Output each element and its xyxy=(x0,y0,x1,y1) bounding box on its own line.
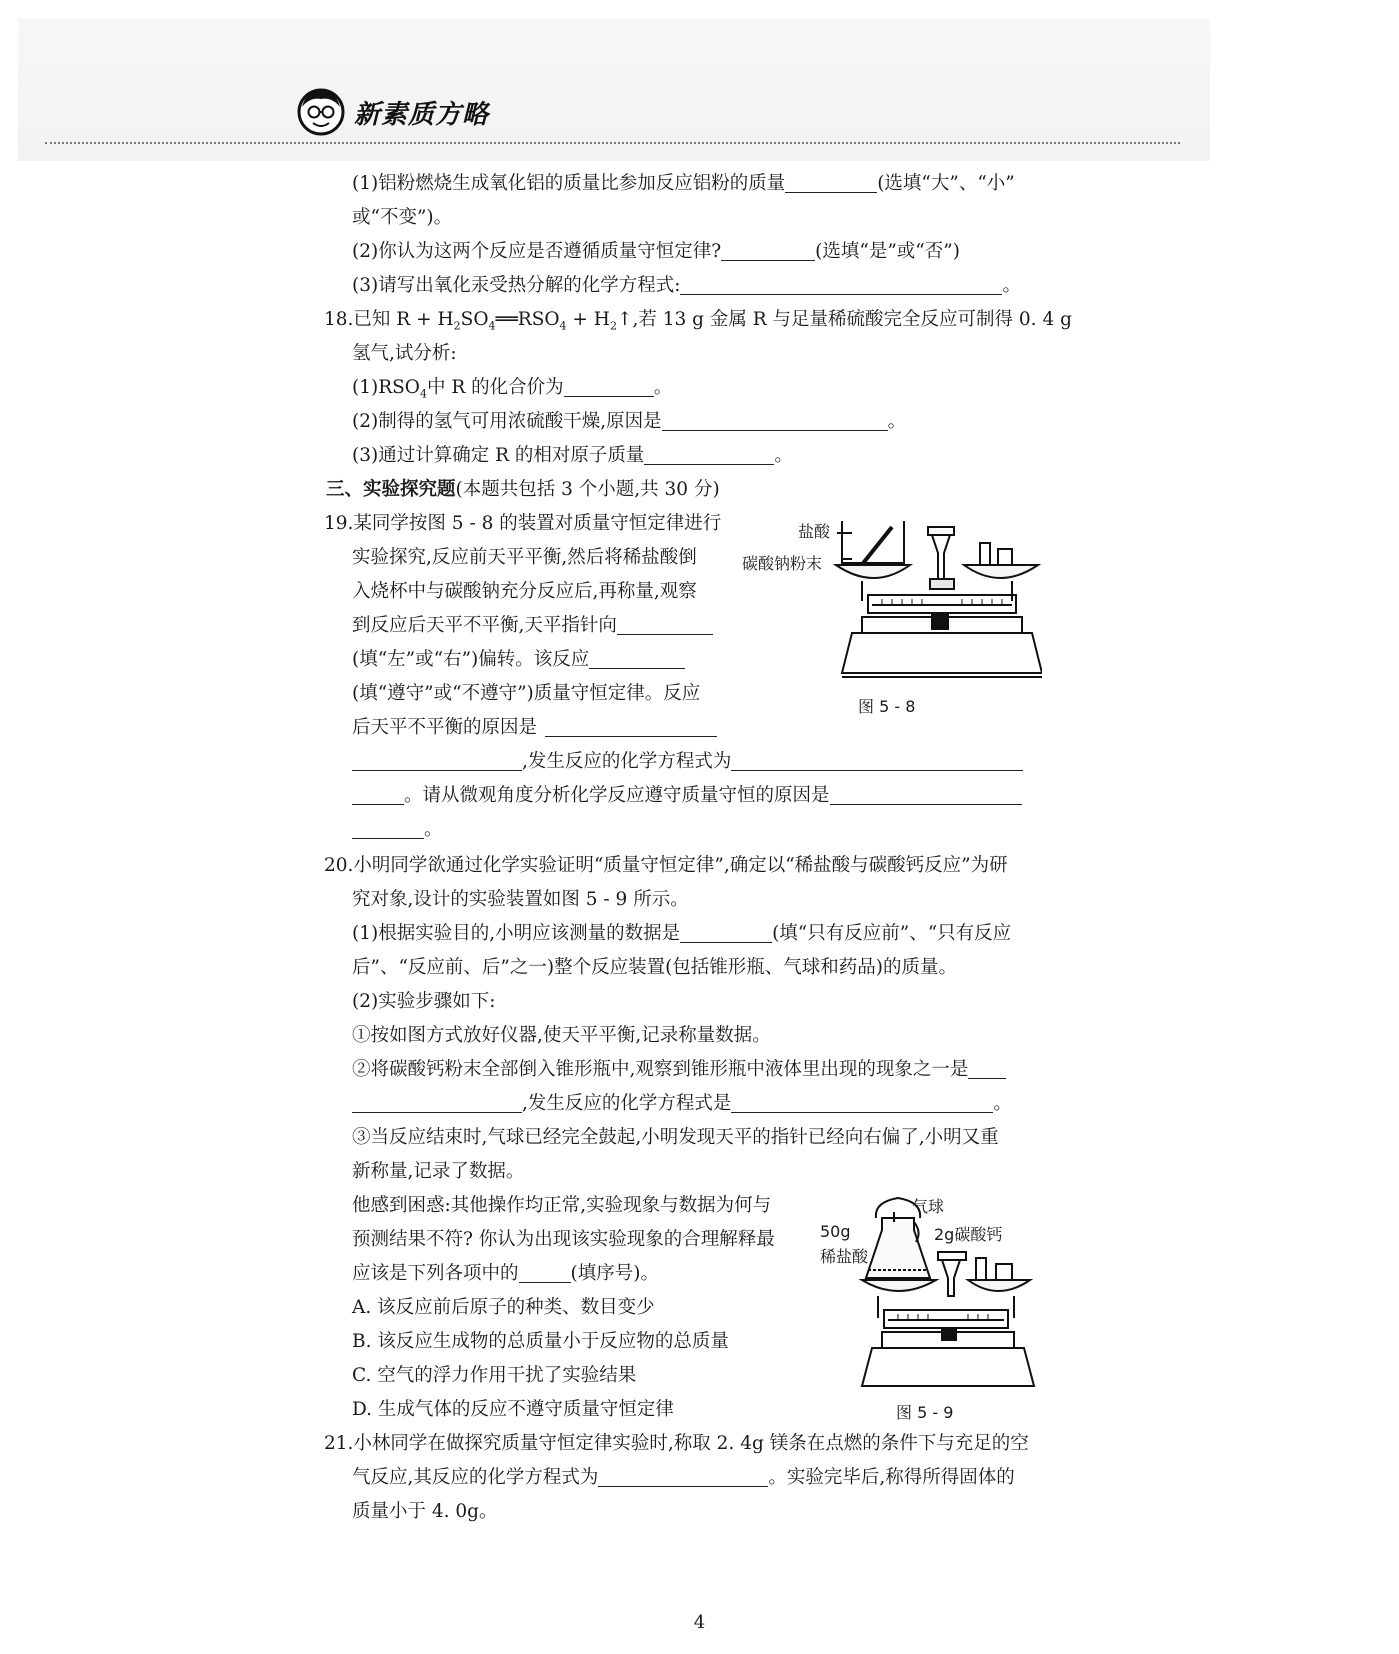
section-title: 三、实验探究题(本题共包括 3 个小题,共 30 分) xyxy=(326,479,720,500)
q20-option-a: A. 该反应前后原子的种类、数目变少 xyxy=(352,1297,655,1318)
q20-line8: ,发生反应的化学方程式是 。 xyxy=(352,1092,1012,1116)
brand-logo xyxy=(296,87,489,137)
q20-option-b: B. 该反应生成物的总质量小于反应物的总质量 xyxy=(352,1331,729,1352)
balance-diagram-5-9 xyxy=(818,1192,1040,1392)
q20-line12: 预测结果不符? 你认为出现该实验现象的合理解释最 xyxy=(352,1229,775,1250)
q20-line1: 20.小明同学欲通过化学实验证明“质量守恒定律”,确定以“稀盐酸与碳酸钙反应”为研 xyxy=(324,855,1008,876)
q20-line11: 他感到困惑:其他操作均正常,实验现象与数据为何与 xyxy=(352,1195,772,1216)
q19-line7: 后天平不平衡的原因是 xyxy=(352,716,717,740)
q20-line5: (2)实验步骤如下: xyxy=(352,991,496,1012)
q18-part1: $(1)RSO_4$中 R 的化合价为 。 xyxy=(352,377,673,401)
page-number: 4 xyxy=(693,1612,706,1633)
q20-line13: 应该是下列各项中的 (填序号)。 xyxy=(352,1263,659,1284)
q20-line2: 究对象,设计的实验装置如图 5 - 9 所示。 xyxy=(352,889,689,910)
cartoon-face-icon xyxy=(296,87,346,137)
q18-stem-cont: 氢气,试分析: xyxy=(352,343,457,364)
fig-5-8-label-na2co3: 碳酸钠粉末 xyxy=(742,554,823,573)
header-band xyxy=(18,18,1210,161)
q17-part3: (3)请写出氧化汞受热分解的化学方程式: 。 xyxy=(352,275,1021,296)
header-divider xyxy=(45,142,1180,144)
q17-part1: (1)铝粉燃烧生成氧化铝的质量比参加反应铝粉的质量 (选填“大”、“小” xyxy=(352,173,1015,194)
q19-line5: (填“左”或“右”)偏转。该反应 xyxy=(352,648,685,672)
q17-part2: (2)你认为这两个反应是否遵循质量守恒定律? (选填“是”或“否”) xyxy=(352,241,960,262)
balance-diagram-5-8 xyxy=(742,513,1042,683)
q19-line4: 到反应后天平不平衡,天平指针向 xyxy=(352,614,713,638)
q19-line1: 19.某同学按图 5 - 8 的装置对质量守恒定律进行 xyxy=(324,513,722,534)
q21-line2: 气反应,其反应的化学方程式为 。实验完毕后,称得所得固体的 xyxy=(352,1467,1015,1488)
q20-line3: (1)根据实验目的,小明应该测量的数据是 (填“只有反应前”、“只有反应 xyxy=(352,923,1012,944)
q21-line3: 质量小于 4. 0g。 xyxy=(352,1501,498,1522)
q20-line4: 后”、“反应前、后”之一)整个反应装置(包括锥形瓶、气球和药品)的质量。 xyxy=(352,957,958,978)
q19-line10: 。 xyxy=(352,818,443,842)
fig-5-9-label-balloon: 气球 xyxy=(912,1197,945,1216)
q20-line10: 新称量,记录了数据。 xyxy=(352,1161,525,1182)
q19-line6: (填“遵守”或“不遵守”)质量守恒定律。反应 xyxy=(352,683,701,704)
q18-part2: (2)制得的氢气可用浓硫酸干燥,原因是 。 xyxy=(352,411,907,432)
q18-stem: 18.已知 $R + H_2SO_4══RSO_4$ + $H_2↑$,若 13 g 金属 R 与足量稀硫酸完全反应可制得 0. 4 g xyxy=(324,309,1072,333)
fig-5-8-label-hcl: 盐酸 xyxy=(798,522,831,541)
fig-5-9-caption: 图 5 - 9 xyxy=(896,1403,954,1422)
brand-name: 新素质方略 xyxy=(354,99,490,130)
q20-line9: ③当反应结束时,气球已经完全鼓起,小明发现天平的指针已经向右偏了,小明又重 xyxy=(352,1127,999,1148)
q18-part3: (3)通过计算确定 R 的相对原子质量 。 xyxy=(352,445,793,466)
q21-line1: 21.小林同学在做探究质量守恒定律实验时,称取 2. 4g 镁条在点燃的条件下与充足的空 xyxy=(324,1433,1029,1454)
fig-5-9-label-caco3: 2g碳酸钙 xyxy=(934,1225,1003,1244)
figure-5-8 xyxy=(742,513,1042,683)
fig-5-8-caption: 图 5 - 8 xyxy=(858,697,916,716)
q17-part1-cont: 或“不变”)。 xyxy=(352,207,453,228)
q19-line9: 。请从微观角度分析化学反应遵守质量守恒的原因是 xyxy=(352,784,1022,808)
q20-option-c: C. 空气的浮力作用干扰了实验结果 xyxy=(352,1365,637,1386)
q20-option-d: D. 生成气体的反应不遵守质量守恒定律 xyxy=(352,1399,674,1420)
figure-5-9 xyxy=(818,1192,1040,1392)
q19-line2: 实验探究,反应前天平平衡,然后将稀盐酸倒 xyxy=(352,547,697,568)
fig-5-9-label-hcl-mass: 50g xyxy=(820,1222,851,1241)
q19-line3: 入烧杯中与碳酸钠充分反应后,再称量,观察 xyxy=(352,581,697,602)
q20-line6: ①按如图方式放好仪器,使天平平衡,记录称量数据。 xyxy=(352,1025,771,1046)
fig-5-9-label-hcl: 稀盐酸 xyxy=(820,1247,869,1266)
q19-line8: ,发生反应的化学方程式为 xyxy=(352,750,1023,774)
q20-line7: ②将碳酸钙粉末全部倒入锥形瓶中,观察到锥形瓶中液体里出现的现象之一是 xyxy=(352,1058,1006,1082)
